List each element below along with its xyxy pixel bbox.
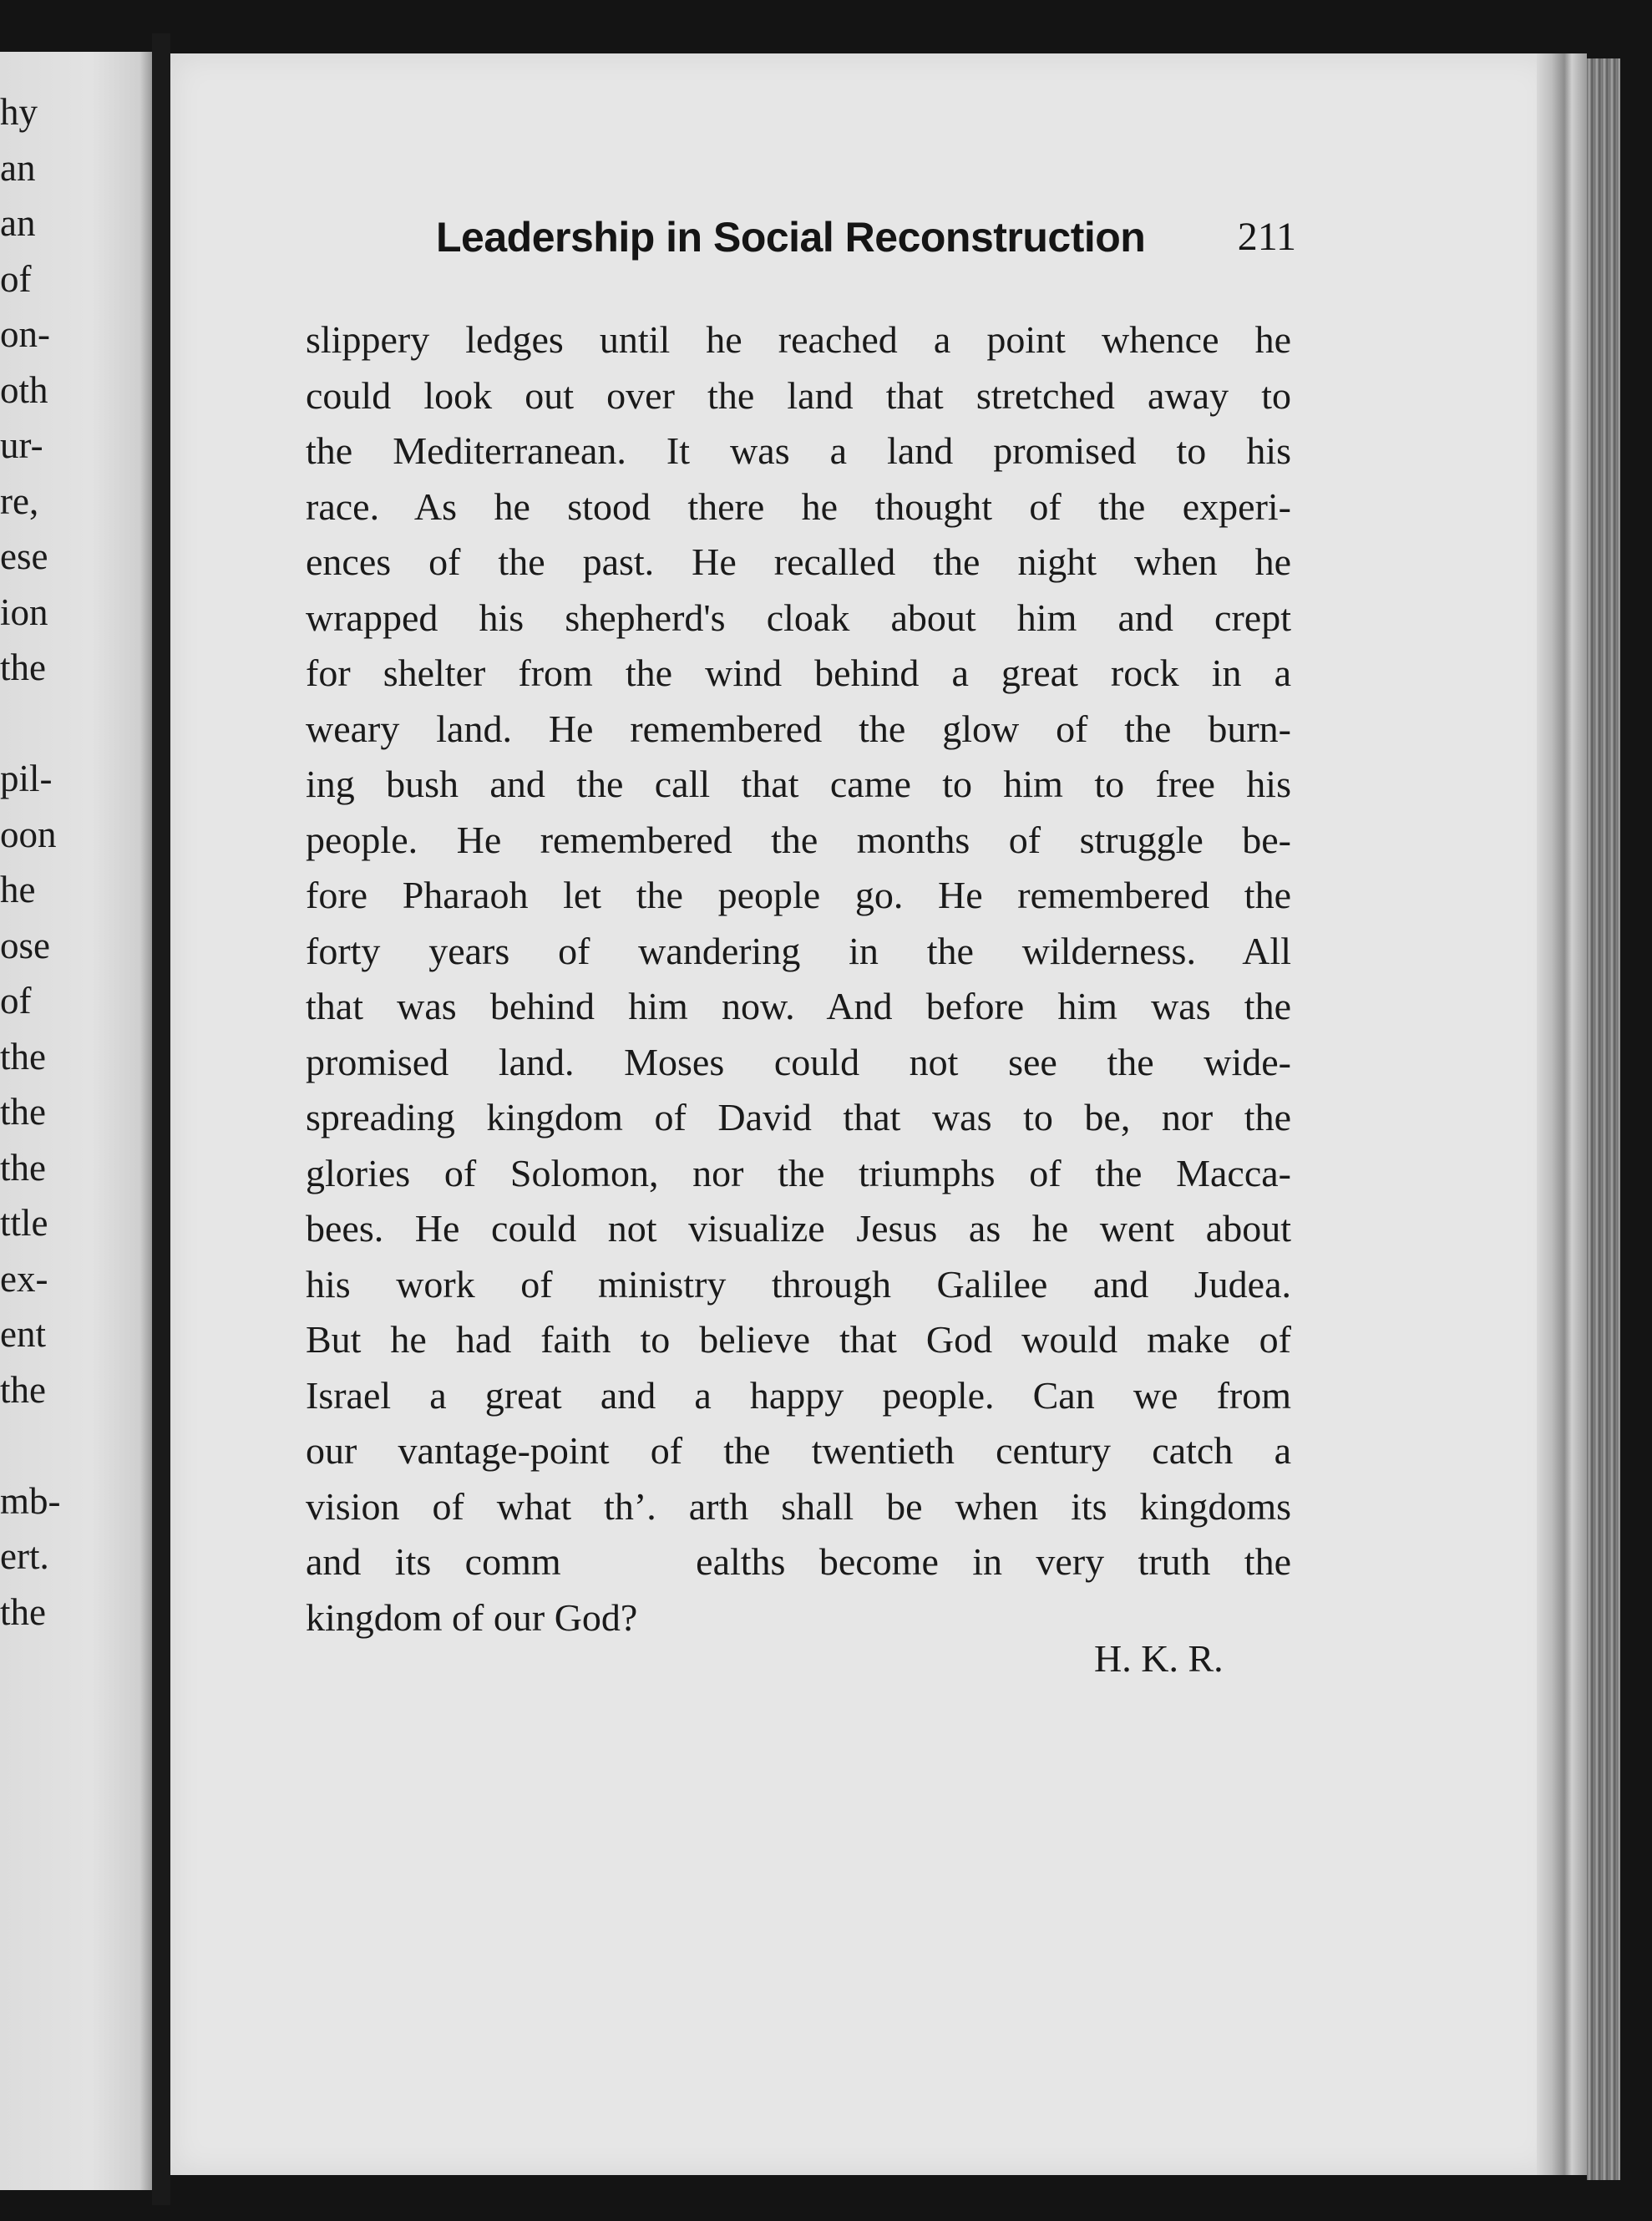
facing-page-fragment: of bbox=[0, 980, 32, 1022]
facing-page-edge bbox=[0, 52, 152, 2190]
facing-page-fragment: ese bbox=[0, 535, 48, 577]
facing-page-fragment: mb- bbox=[0, 1479, 61, 1522]
text-line: forty years of wandering in the wilderness. All bbox=[306, 929, 1291, 972]
facing-page-fragment: ion bbox=[0, 591, 48, 633]
text-line: bees. He could not visualize Jesus as he went about bbox=[306, 1207, 1291, 1250]
text-line: But he had faith to believe that God would make of bbox=[306, 1318, 1291, 1361]
page-header bbox=[436, 212, 1296, 262]
text-line: wrapped his shepherd's cloak about him and crept bbox=[306, 596, 1291, 639]
facing-page-fragment: an bbox=[0, 146, 36, 189]
facing-page-fragment: ose bbox=[0, 924, 50, 966]
text-line: his work of ministry through Galilee and Judea. bbox=[306, 1262, 1291, 1306]
facing-page-fragment: of bbox=[0, 257, 32, 300]
body-text bbox=[306, 312, 1291, 1645]
book-gutter bbox=[152, 33, 170, 2205]
text-line: could look out over the land that stretched away to bbox=[306, 373, 1291, 417]
facing-page-fragment: oth bbox=[0, 368, 48, 411]
text-line: people. He remembered the months of struggle be- bbox=[306, 818, 1291, 861]
author-initials: H. K. R. bbox=[1094, 1637, 1224, 1680]
text-line: promised land. Moses could not see the wide- bbox=[306, 1040, 1291, 1083]
text-line: our vantage-point of the twentieth century catch a bbox=[306, 1429, 1291, 1472]
facing-page-fragment: he bbox=[0, 869, 36, 910]
text-line: and its comm ealths become in very truth the bbox=[306, 1540, 1291, 1583]
facing-page-fragment: the bbox=[0, 1091, 46, 1133]
page-stack-edge bbox=[1587, 58, 1620, 2180]
text-line: weary land. He remembered the glow of the burn- bbox=[306, 707, 1291, 750]
text-line: ing bush and the call that came to him to free his bbox=[306, 763, 1291, 805]
text-line: spreading kingdom of David that was to be, nor the bbox=[306, 1096, 1291, 1138]
facing-page-fragment: ert. bbox=[0, 1535, 49, 1577]
text-line: kingdom of our God? bbox=[306, 1595, 638, 1639]
facing-page-fragment: the bbox=[0, 1035, 46, 1078]
facing-page-fragment: ur- bbox=[0, 424, 43, 466]
facing-page-fragment: re, bbox=[0, 479, 39, 522]
page-number: 211 bbox=[1237, 215, 1296, 259]
facing-page-fragment: oon bbox=[0, 813, 57, 855]
text-line: vision of what th’. arth shall be when its kingdoms bbox=[306, 1484, 1291, 1528]
text-line: the Mediterranean. It was a land promised to his bbox=[306, 429, 1291, 472]
text-line: that was behind him now. And before him was the bbox=[306, 985, 1291, 1027]
text-line: race. As he stood there he thought of the experi- bbox=[306, 484, 1291, 528]
facing-page-fragment: ttle bbox=[0, 1202, 48, 1244]
text-line: Israel a great and a happy people. Can we from bbox=[306, 1373, 1291, 1417]
text-line: ences of the past. He recalled the night when he bbox=[306, 540, 1291, 583]
text-line: glories of Solomon, nor the triumphs of the Macca- bbox=[306, 1151, 1291, 1194]
facing-page-fragment: an bbox=[0, 202, 36, 244]
facing-page-fragment: the bbox=[0, 1368, 46, 1411]
facing-page-fragment: the bbox=[0, 1146, 46, 1189]
text-line: slippery ledges until he reached a point whence he bbox=[306, 318, 1291, 361]
facing-page-fragment: the bbox=[0, 647, 46, 688]
facing-page-fragment: hy bbox=[0, 91, 38, 133]
facing-page-fragment: pil- bbox=[0, 758, 53, 799]
page-edge-shadow bbox=[1537, 53, 1587, 2175]
facing-page-fragment: on- bbox=[0, 313, 50, 355]
facing-page-fragment: ent bbox=[0, 1313, 46, 1355]
text-line: fore Pharaoh let the people go. He remembered the bbox=[306, 874, 1291, 916]
text-line: for shelter from the wind behind a great rock in a bbox=[306, 652, 1291, 694]
running-head: Leadership in Social Reconstruction bbox=[436, 214, 1146, 261]
facing-page-fragment: ex- bbox=[0, 1257, 48, 1300]
facing-page-fragment: the bbox=[0, 1590, 46, 1633]
